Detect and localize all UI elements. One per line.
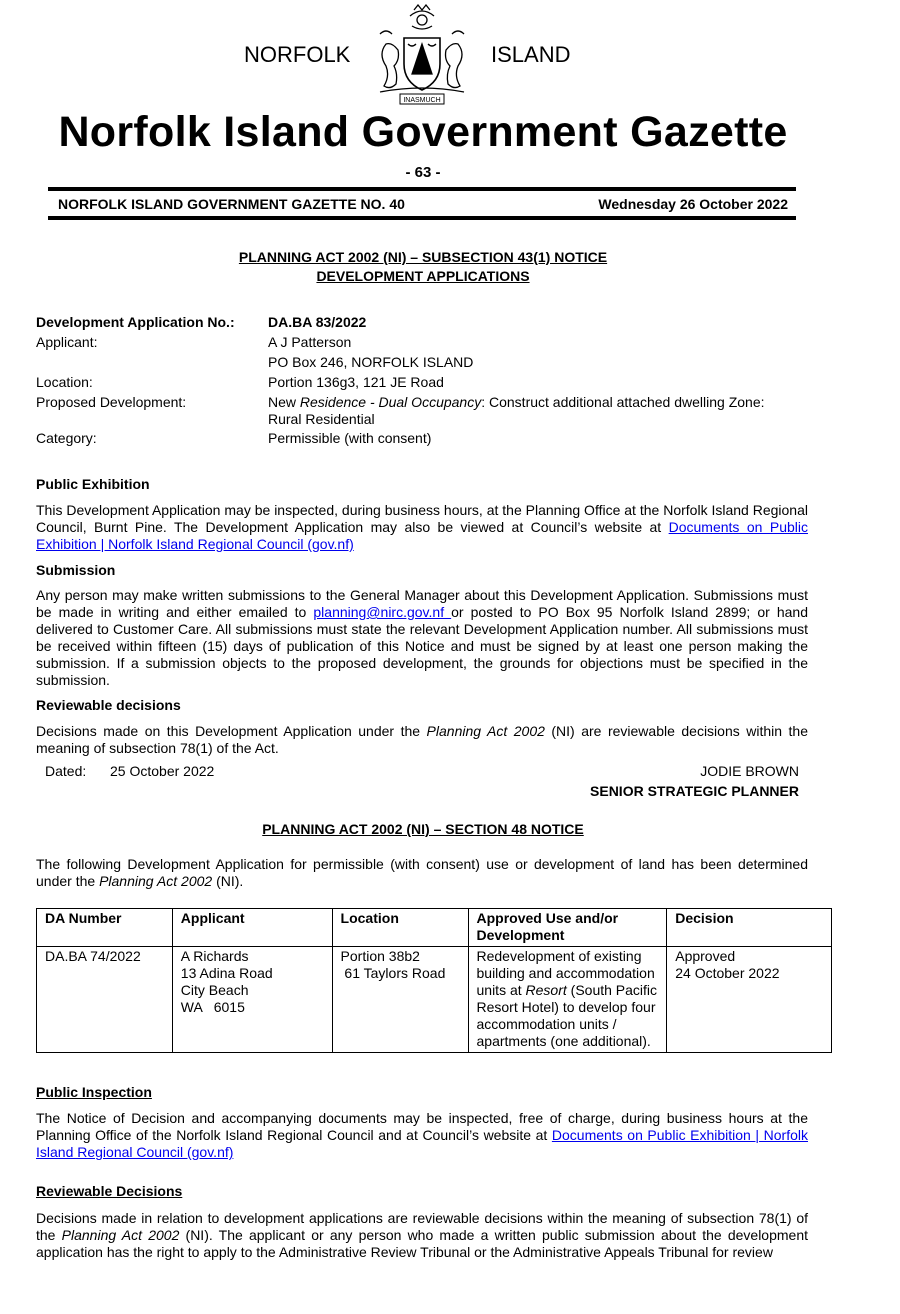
notice2-intro-b: (NI). xyxy=(212,873,244,889)
signatory-title: SENIOR STRATEGIC PLANNER xyxy=(590,783,799,799)
da-no-label: Development Application No.: xyxy=(36,314,235,330)
public-exhibition-text xyxy=(36,502,808,553)
dated-value: 25 October 2022 xyxy=(110,763,215,779)
notice1-heading-line1: PLANNING ACT 2002 (NI) – SUBSECTION 43(1) NOTICE xyxy=(238,249,608,265)
masthead-right-word: ISLAND xyxy=(491,42,571,67)
cell-use-a: Redevelopment of existing building and accommodation units at xyxy=(476,948,655,998)
reviewable-decisions-italic: Planning Act 2002 xyxy=(61,1227,180,1243)
crest-motto: INASMUCH xyxy=(403,97,441,104)
dated-label: Dated: xyxy=(45,763,87,779)
cell-decision-status: Approved xyxy=(675,948,736,964)
gazette-title: Norfolk Island Government Gazette xyxy=(58,108,788,156)
reviewable-body-b: (NI) are reviewable decisions within the meaning of subsection 78(1) of the Act. xyxy=(36,723,808,756)
public-exhibition-body: This Development Application may be inspected, during business hours, at the Planning Office at the Norfolk Island Regional Council, Burnt Pine. The Development Application may also be viewed at Council’s website at xyxy=(36,502,808,535)
notice2-heading: PLANNING ACT 2002 (NI) – SECTION 48 NOTICE xyxy=(262,821,584,837)
applicant-label: Applicant: xyxy=(36,334,98,350)
applicant-value xyxy=(268,334,473,371)
cell-decision xyxy=(667,947,832,1053)
submission-heading: Submission xyxy=(36,562,116,578)
category-label: Category: xyxy=(36,430,97,446)
da-no-value: DA.BA 83/2022 xyxy=(268,314,367,330)
cell-location-line: 61 Taylors Road xyxy=(340,965,446,981)
submission-body-a: Any person may make written submissions to the General Manager about this Development Application. Submissions must be made in writing and either emailed to xyxy=(36,587,808,620)
cell-decision-date: 24 October 2022 xyxy=(675,965,780,981)
cell-use-b: (South Pacific Resort Hotel) to develop four accommodation units / apartments (one additional). xyxy=(476,982,658,1049)
proposed-zone: Rural Residential xyxy=(268,411,375,427)
reviewable-decisions-text xyxy=(36,1210,808,1261)
signatory-name: JODIE BROWN xyxy=(700,763,799,779)
page-number: - 63 - xyxy=(405,164,441,181)
cell-applicant-line: 13 Adina Road xyxy=(180,965,273,981)
applicant-name: A J Patterson xyxy=(268,334,352,350)
proposed-italic: Residence - Dual Occupancy xyxy=(299,394,482,410)
proposed-rest: : Construct additional attached dwelling Zone: xyxy=(481,394,765,410)
top-rule xyxy=(48,187,796,191)
notice1-heading xyxy=(0,248,846,286)
cell-approved-use xyxy=(468,947,667,1053)
cell-location xyxy=(332,947,468,1053)
applicant-address: PO Box 246, NORFOLK ISLAND xyxy=(268,354,474,370)
bottom-rule xyxy=(48,216,796,220)
notice2-intro-a: The following Development Application for permissible (with consent) use or development of land has been determined under the xyxy=(36,856,808,889)
col-location: Location xyxy=(332,909,468,947)
submission-body-b: or posted to PO Box 95 Norfolk Island 2899; or hand delivered to Customer Care. All submissions must state the relevant Development Application number. All submissions must be received within fifteen (15) days of publication of this Notice and must be signed by at least one person making the submission. If a submission objects to the proposed development, the grounds for objections must be specified in the submission. xyxy=(36,604,808,688)
reviewable-decisions-heading: Reviewable Decisions xyxy=(36,1183,183,1199)
public-exhibition-link[interactable]: Documents on Public Exhibition | Norfolk Island Regional Council (gov.nf) xyxy=(36,519,808,552)
table-row xyxy=(37,947,832,1053)
reviewable-decisions-b: (NI). The applicant or any person who made a written public submission about the development application has the right to apply to the Administrative Review Tribunal or the Administrative Appeals Tribunal for review xyxy=(36,1227,808,1260)
gazette-info-row xyxy=(58,196,788,212)
notice1-heading-line2: DEVELOPMENT APPLICATIONS xyxy=(316,268,530,284)
public-inspection-link[interactable]: Documents on Public Exhibition | Norfolk Island Regional Council (gov.nf) xyxy=(36,1127,808,1160)
public-inspection-heading: Public Inspection xyxy=(36,1084,152,1100)
reviewable-decisions-a: Decisions made in relation to development applications are reviewable decisions within the meaning of subsection 78(1) of the xyxy=(36,1210,808,1243)
reviewable-italic: Planning Act 2002 xyxy=(426,723,545,739)
col-da-number: DA Number xyxy=(37,909,173,947)
submission-email-link[interactable]: planning@nirc.gov.nf xyxy=(313,604,452,620)
col-applicant: Applicant xyxy=(172,909,332,947)
public-inspection-text xyxy=(36,1110,808,1161)
public-exhibition-heading: Public Exhibition xyxy=(36,476,150,492)
cell-da-number: DA.BA 74/2022 xyxy=(37,947,173,1053)
decisions-table xyxy=(36,908,832,1053)
col-decision: Decision xyxy=(667,909,832,947)
proposed-label: Proposed Development: xyxy=(36,394,187,410)
cell-location-line: Portion 38b2 xyxy=(340,948,420,964)
cell-applicant xyxy=(172,947,332,1053)
gazette-number: NORFOLK ISLAND GOVERNMENT GAZETTE NO. 40 xyxy=(58,196,405,212)
proposed-value xyxy=(268,394,798,428)
coat-of-arms-icon xyxy=(366,4,478,108)
table-header-row xyxy=(37,909,832,947)
notice2-intro xyxy=(36,856,808,890)
submission-text xyxy=(36,587,808,689)
category-value: Permissible (with consent) xyxy=(268,430,432,446)
cell-applicant-line: WA 6015 xyxy=(180,999,245,1015)
reviewable-text xyxy=(36,723,808,757)
reviewable-heading: Reviewable decisions xyxy=(36,697,181,713)
public-inspection-body: The Notice of Decision and accompanying documents may be inspected, free of charge, during business hours at the Planning Office of the Norfolk Island Regional Council and at Council’s website at xyxy=(36,1110,808,1143)
cell-use-italic: Resort xyxy=(525,982,567,998)
proposed-prefix: New xyxy=(268,394,300,410)
notice2-intro-italic: Planning Act 2002 xyxy=(99,873,213,889)
cell-applicant-line: City Beach xyxy=(180,982,249,998)
location-value: Portion 136g3, 121 JE Road xyxy=(268,374,444,390)
gazette-date: Wednesday 26 October 2022 xyxy=(598,196,788,212)
cell-applicant-line: A Richards xyxy=(180,948,249,964)
reviewable-body-a: Decisions made on this Development Application under the xyxy=(36,723,427,739)
col-approved-use: Approved Use and/or Development xyxy=(468,909,667,947)
masthead-left-word: NORFOLK xyxy=(244,42,351,67)
location-label: Location: xyxy=(36,374,93,390)
